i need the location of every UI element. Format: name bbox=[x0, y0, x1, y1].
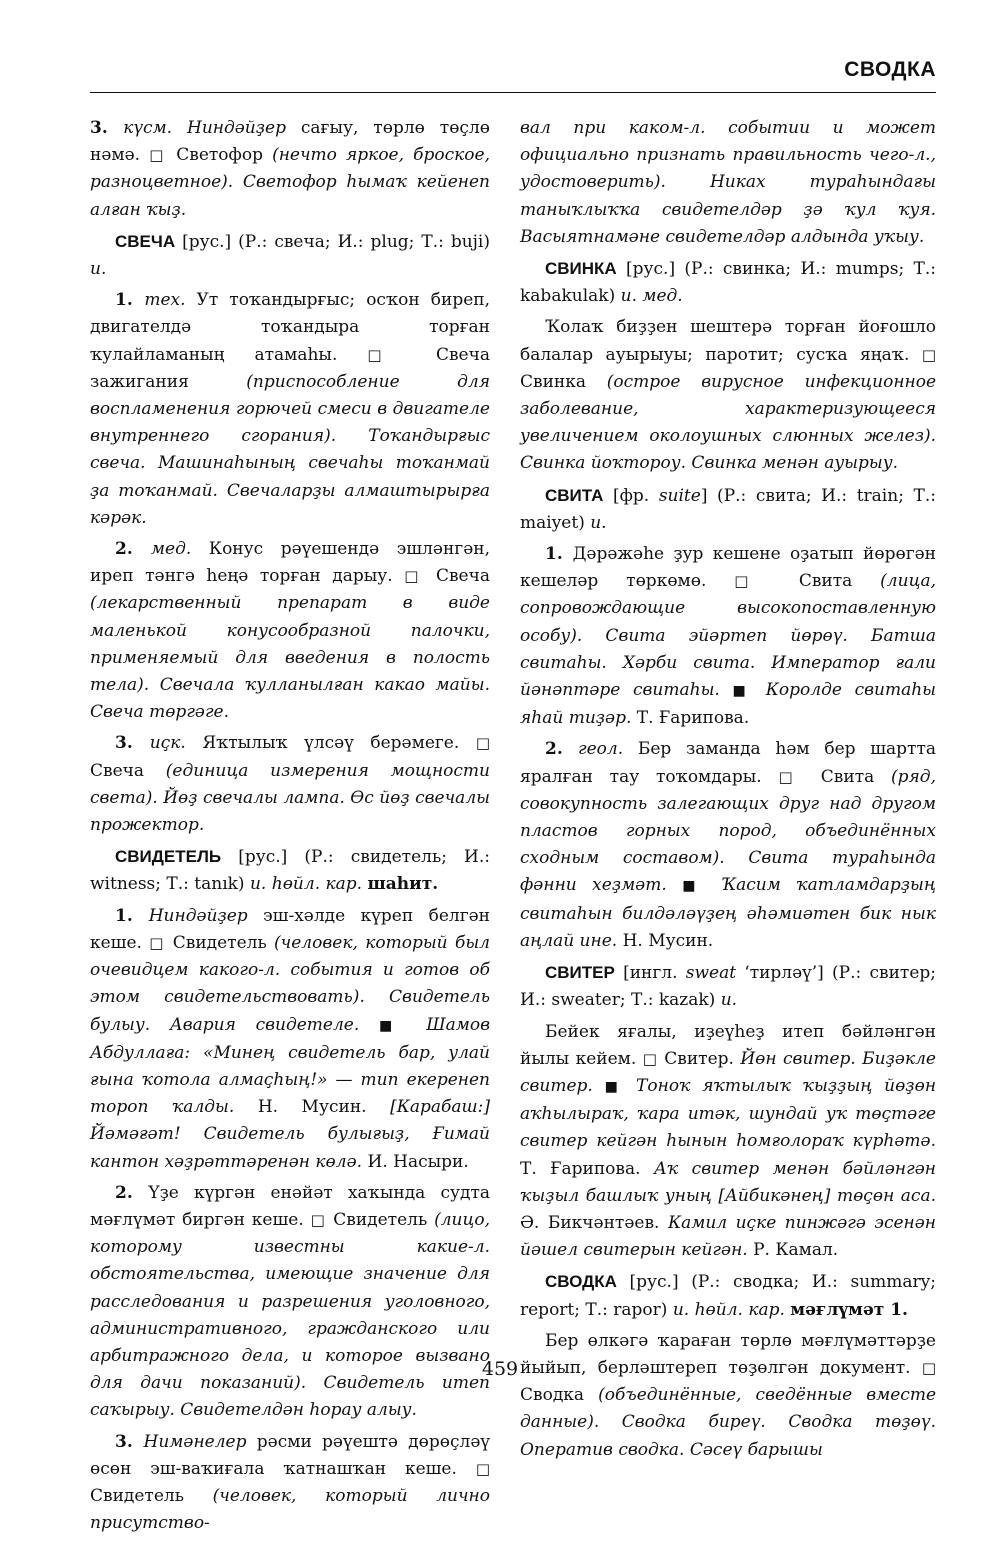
italic-text: и. мед. bbox=[620, 286, 683, 307]
entry-paragraph bbox=[520, 1268, 936, 1323]
italic-text: Ҡасим ҡатламдарҙың свитаһын билдәләүҙең әһәмиәтен бик нык аңлай ине. bbox=[520, 875, 937, 951]
text: Свидетель bbox=[165, 932, 275, 953]
bold-text: 2. bbox=[545, 739, 578, 760]
italic-text: (острое вирусное инфекционное заболевание, характеризующееся увеличением околоушных слюнных желез). Свинка йоҡтороу. Свинка менән ауырыу. bbox=[520, 371, 937, 474]
text: ] (Р.: свита; И.: train; Т.: maiyet) bbox=[520, 485, 936, 533]
headword: СВИДЕТЕЛЬ bbox=[115, 847, 222, 867]
square-icon: □ bbox=[921, 345, 936, 364]
entry-paragraph bbox=[520, 314, 936, 477]
text bbox=[706, 875, 721, 895]
filled-square-icon: ■ bbox=[732, 683, 754, 700]
italic-text: мед. bbox=[150, 539, 192, 560]
text bbox=[667, 875, 682, 895]
square-icon: □ bbox=[149, 933, 166, 952]
square-icon: □ bbox=[475, 1459, 490, 1478]
text: [рус.] (Р.: свидетель; И.: witness; Т.: tanık) bbox=[90, 847, 490, 895]
italic-text: (лекарственный препарат в виде маленькой конусообразной палочки, применяемый для введения в полость тела). Свечала ҡулланылған какао майы. Свеча төргәге. bbox=[90, 593, 490, 723]
entry-paragraph bbox=[90, 1429, 490, 1538]
text: сағыу, төрлө төҫлө нәмә. bbox=[90, 118, 490, 166]
text: Конус рәүешендә эшләнгән, иреп тәнгә һеңә торған дарыу. bbox=[90, 539, 490, 587]
entry-paragraph bbox=[90, 115, 490, 224]
text: рәсми рәүештә дөрөҫләү өсөн эш-ваҡиғала ҡатнашҡан кеше. bbox=[90, 1431, 490, 1479]
italic-text: [Карабаш:] Йәмәғәт! Свидетель булығыҙ, Ғимай кантон хәҙрәттәренән көлә. bbox=[90, 1097, 490, 1172]
italic-text: (человек, который был очевидцем какого-л. события и готов об этом свидетельствовать). Свидетель булыу. Авария свидетеле. bbox=[90, 932, 490, 1035]
italic-text: Шамов Абдуллаға: «Минең свидетель бар, улай ғына ҡотола алмаҫһың!» — тип екеренеп тороп ҡалды. bbox=[90, 1014, 491, 1118]
text: Свеча bbox=[424, 566, 490, 587]
right-column bbox=[520, 115, 936, 1468]
italic-text: и. bbox=[590, 512, 607, 533]
text: Свинка bbox=[520, 371, 607, 392]
square-icon: □ bbox=[734, 572, 771, 591]
entry-paragraph bbox=[90, 843, 490, 898]
italic-text: (лица, сопровождающие высокопоставленную особу). Свита эйәртеп йөрөү. Батша свитаһы. Хәрби свита. Император ғали йәнәптәре свитаһы. bbox=[520, 571, 936, 701]
bold-text: 2. bbox=[115, 539, 151, 560]
square-icon: □ bbox=[778, 767, 805, 786]
page-number: 459 bbox=[481, 1358, 519, 1380]
text: Н. Мусин. bbox=[234, 1097, 391, 1118]
filled-square-icon: ■ bbox=[682, 878, 706, 895]
bold-text: шаһит. bbox=[367, 874, 439, 895]
text bbox=[593, 1076, 605, 1096]
entry-paragraph bbox=[520, 1019, 936, 1265]
entry-paragraph bbox=[520, 1328, 936, 1464]
text: Үҙе күргән енәйәт хаҡында судта мәғлүмәт биргән кеше. bbox=[90, 1182, 490, 1230]
page-header bbox=[90, 58, 936, 93]
text: Н. Мусин. bbox=[617, 930, 714, 951]
italic-text: и. bbox=[720, 990, 738, 1011]
bold-text: 2. bbox=[115, 1182, 149, 1203]
text: Сводка bbox=[520, 1385, 599, 1406]
text: Дәрәжәһе ҙур кешене оҙатып йөрөгән кешеләр төркөмө. bbox=[520, 544, 936, 592]
entry-paragraph bbox=[90, 903, 490, 1176]
square-icon: □ bbox=[310, 1210, 327, 1229]
entry-paragraph bbox=[90, 287, 490, 532]
headword: СВОДКА bbox=[545, 1272, 617, 1292]
entry-paragraph bbox=[520, 959, 936, 1014]
entry-paragraph bbox=[520, 736, 936, 955]
italic-text: Тоноҡ яҡтылыҡ ҡыҙҙың йөҙөн аҡһылыраҡ, ҡара итәк, шундай уҡ төҫтәге свитер кейгән һынын һомғолораҡ күрһәтә. bbox=[520, 1075, 937, 1152]
entry-paragraph bbox=[90, 536, 490, 726]
text: Свеча зажигания bbox=[90, 344, 490, 392]
text bbox=[359, 1015, 379, 1035]
headword: СВИНКА bbox=[545, 259, 617, 279]
italic-text: Ниндәйҙер bbox=[148, 905, 248, 926]
text: Бер өлкәгә ҡараған төрлө мәғлүмәттәрҙе йыйып, берләштереп төҙөлгән документ. bbox=[520, 1330, 936, 1378]
left-column bbox=[90, 115, 490, 1541]
italic-text: (объединённые, сведённые вместе данные). Сводка биреү. Сводка төҙөү. Оператив сводка. Сәсеү барышы bbox=[520, 1385, 936, 1460]
headword: СВЕЧА bbox=[115, 231, 176, 251]
entry-paragraph bbox=[90, 228, 490, 283]
square-icon: □ bbox=[149, 146, 168, 165]
bold-text: 3. bbox=[90, 118, 124, 138]
italic-text: Камил иҫке пинжәгә эсенән йәшел свитерын кейгән. bbox=[520, 1212, 936, 1261]
italic-text: Королде свитаһы яһай тиҙәр. bbox=[520, 680, 936, 729]
italic-text: иҫк. bbox=[149, 733, 186, 754]
italic-text: и. bbox=[90, 259, 107, 280]
square-icon: □ bbox=[921, 1358, 936, 1377]
text: Ут тоҡандырғыс; осҡон биреп, двигателдә тоҡандыра торған ҡулайламаның атамаһы. bbox=[90, 290, 491, 365]
headword: СВИТЕР bbox=[545, 963, 615, 983]
text: [ингл. bbox=[614, 963, 686, 984]
text: [рус.] (Р.: свинка; И.: mumps; Т.: kabakulak) bbox=[520, 259, 936, 307]
italic-text: вал при каком-л. событии и может официально признать правильность чего-л., удостоверить). Никах тураһындағы таныҡлыҡҡа свидетелдәр ҙә ҡул ҡуя. Васыятнамәне свидетелдәр алдында уҡыу. bbox=[520, 118, 936, 247]
bold-text: 1. bbox=[115, 905, 149, 926]
text: Бер заманда һәм бер шартта яралған тау тоҡомдары. bbox=[520, 739, 936, 787]
bold-text: мәғлүмәт 1. bbox=[790, 1299, 908, 1320]
text: Ә. Бикчәнтәев. bbox=[520, 1212, 668, 1233]
entry-paragraph bbox=[90, 1180, 490, 1425]
text bbox=[753, 680, 766, 700]
italic-text: (единица измерения мощности света). Йөҙ свечалы лампа. Өс йөҙ свечалы прожектор. bbox=[90, 760, 490, 836]
text: [рус.] (Р.: свеча; И.: plug; Т.: buji) bbox=[175, 231, 490, 252]
italic-text: геол. bbox=[577, 739, 624, 760]
entry-paragraph bbox=[520, 255, 936, 310]
headword: СВИТА bbox=[545, 485, 604, 505]
text: эш-хәлде күреп белгән кеше. bbox=[90, 905, 490, 953]
guide-word: СВОДКА bbox=[844, 58, 936, 81]
italic-text: и. һөйл. кар. bbox=[249, 874, 363, 895]
entry-paragraph bbox=[520, 115, 936, 251]
entry-paragraph bbox=[520, 482, 936, 537]
text: [фр. bbox=[603, 485, 659, 506]
text: Свеча bbox=[90, 760, 166, 781]
text bbox=[407, 1015, 427, 1035]
italic-text: Аҡ свитер менән бәйләнгән ҡыҙыл башлыҡ уның [Айбикәнең] төҫөн аса. bbox=[520, 1158, 936, 1206]
entry-paragraph bbox=[520, 541, 936, 732]
text: Свидетель bbox=[90, 1485, 213, 1506]
text: Свита bbox=[804, 766, 892, 787]
square-icon: □ bbox=[367, 345, 407, 364]
italic-text: (ряд, совокупность залегающих друг над другом пластов горных пород, объединённых сходным составом). Свита тураһында фәнни хеҙмәт. bbox=[520, 766, 936, 896]
italic-text: suite bbox=[658, 485, 701, 506]
italic-text: күсм. Ниндәйҙер bbox=[123, 118, 286, 138]
italic-text: Йөн свитер. Биҙәкле свитер. bbox=[520, 1048, 936, 1096]
text: Светофор bbox=[167, 145, 273, 166]
italic-text: (нечто яркое, броское, разноцветное). Светофор һымаҡ кейенеп алған ҡыҙ. bbox=[90, 145, 491, 220]
square-icon: □ bbox=[404, 567, 425, 586]
text: Свитер. bbox=[657, 1048, 741, 1069]
bold-text: 1. bbox=[545, 544, 573, 565]
filled-square-icon: ■ bbox=[378, 1017, 407, 1034]
text: Свидетель bbox=[326, 1209, 435, 1230]
text: Т. Ғарипова. bbox=[520, 1158, 654, 1179]
text: Р. Камал. bbox=[747, 1240, 839, 1261]
square-icon: □ bbox=[475, 734, 490, 753]
text: Ҡолаҡ биҙҙен шештерә торған йоғошло балалар ауырыуы; паротит; сусҡа яңаҡ. bbox=[520, 317, 936, 365]
text: Бейек яғалы, иҙеүһеҙ итеп бәйләнгән йылы кейем. bbox=[520, 1021, 936, 1069]
italic-text: (лицо, которому известны какие-л. обстоятельства, имеющие значение для расследования и разрешения уголовного, административного, гражданского или арбитражного дела, и которое вызвано для дачи показаний). Свидетель итеп саҡырыу. Свидетелдән һорау алыу. bbox=[90, 1209, 490, 1421]
filled-square-icon: ■ bbox=[604, 1078, 625, 1095]
italic-text: (человек, который лично присутство- bbox=[90, 1485, 490, 1534]
square-icon: □ bbox=[642, 1049, 658, 1068]
italic-text: и. һөйл. кар. bbox=[672, 1299, 785, 1320]
text: [рус.] (Р.: сводка; И.: summary; report; Т.: rapor) bbox=[520, 1272, 936, 1320]
text: Свита bbox=[770, 571, 881, 592]
text: И. Насыри. bbox=[362, 1151, 469, 1172]
bold-text: 3. bbox=[115, 733, 150, 754]
text: Т. Ғарипова. bbox=[631, 708, 750, 729]
text bbox=[624, 1076, 636, 1096]
bold-text: 3. bbox=[115, 1431, 144, 1452]
italic-text: sweat bbox=[685, 963, 737, 984]
text: Яҡтылыҡ үлсәү берәмеге. bbox=[185, 733, 476, 754]
bold-text: 1. bbox=[115, 290, 145, 311]
italic-text: (приспособление для воспламенения горючей смеси в двигателе внутреннего сгорания). Тоҡандырғыс свеча. Машинаһының свечаһы тоҡанмай ҙа тоҡанмай. Свечаларҙы алмаштырырға кәрәк. bbox=[90, 371, 490, 528]
entry-paragraph bbox=[90, 730, 490, 839]
italic-text: Нимәнелер bbox=[143, 1431, 247, 1452]
text: ‘тирләү’] (Р.: свитер; И.: sweater; Т.: kazak) bbox=[520, 963, 936, 1011]
text bbox=[720, 680, 733, 700]
italic-text: тех. bbox=[144, 290, 186, 311]
